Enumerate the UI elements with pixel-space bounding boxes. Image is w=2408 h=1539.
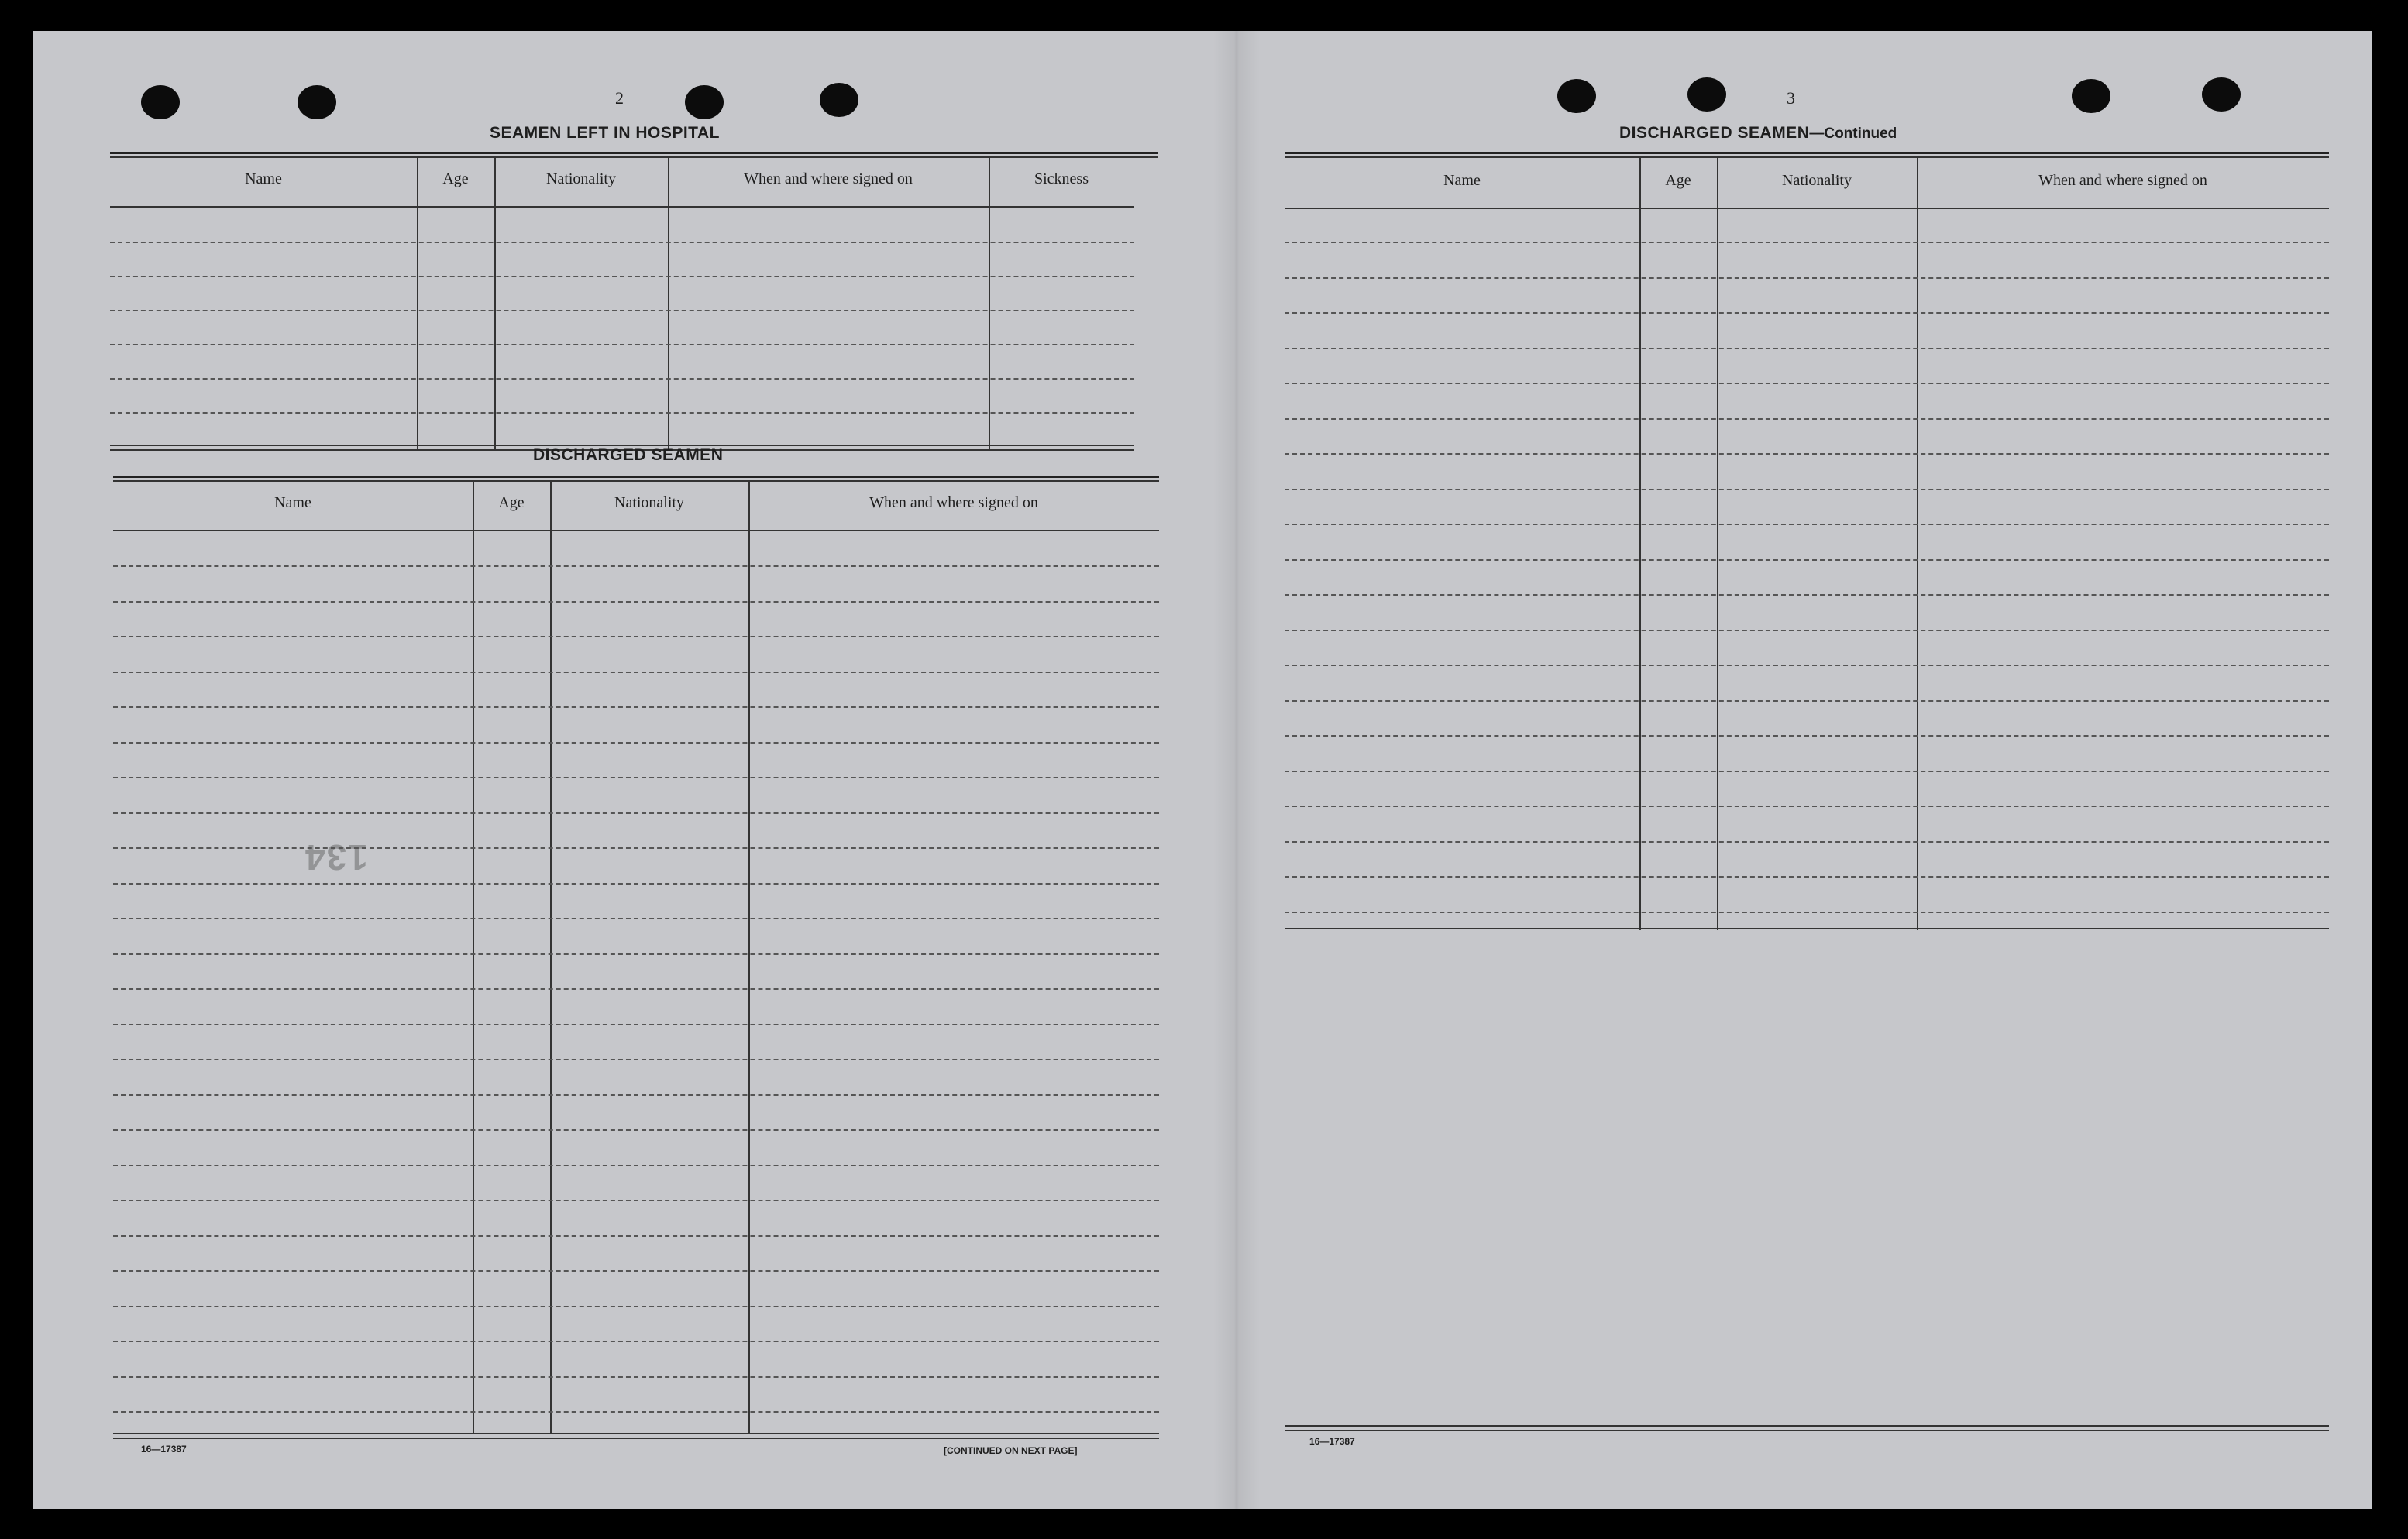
bleed-through-number: 134 bbox=[304, 837, 368, 878]
header-underline bbox=[1285, 208, 2329, 209]
heading-rule bbox=[110, 156, 1158, 158]
row-line bbox=[113, 1094, 1159, 1096]
column-header-sickness: Sickness bbox=[1034, 170, 1089, 187]
column-divider bbox=[494, 157, 496, 450]
row-line bbox=[1285, 312, 2329, 314]
row-line bbox=[113, 847, 1159, 849]
column-header-name: Name bbox=[274, 494, 311, 511]
row-line bbox=[113, 777, 1159, 778]
section-heading-hospital: SEAMEN LEFT IN HOSPITAL bbox=[490, 124, 720, 142]
row-line bbox=[1285, 912, 2329, 913]
table-bottom-rule bbox=[113, 1433, 1159, 1434]
row-line bbox=[113, 1129, 1159, 1131]
row-line bbox=[1285, 524, 2329, 525]
column-divider bbox=[473, 481, 474, 1434]
row-line bbox=[1285, 700, 2329, 702]
table-bottom-rule bbox=[1285, 1430, 2329, 1431]
heading-continued: —Continued bbox=[1809, 125, 1897, 142]
column-header-signed-on: When and where signed on bbox=[2038, 172, 2207, 189]
column-divider bbox=[417, 157, 418, 450]
row-line bbox=[1285, 383, 2329, 384]
row-line bbox=[1285, 418, 2329, 420]
row-line bbox=[113, 706, 1159, 708]
row-line bbox=[113, 672, 1159, 673]
row-line bbox=[1285, 841, 2329, 843]
row-line bbox=[1285, 594, 2329, 596]
column-header-signed-on: When and where signed on bbox=[744, 170, 913, 187]
row-line bbox=[1285, 735, 2329, 737]
column-header-age: Age bbox=[1665, 172, 1691, 189]
row-line bbox=[113, 812, 1159, 814]
page-number: 2 bbox=[615, 88, 624, 108]
punch-hole bbox=[2202, 77, 2241, 112]
row-line bbox=[113, 1165, 1159, 1166]
heading-rule bbox=[113, 476, 1159, 478]
column-divider bbox=[989, 157, 990, 450]
row-line bbox=[110, 344, 1134, 345]
row-line bbox=[113, 988, 1159, 990]
header-underline bbox=[110, 206, 1134, 208]
row-line bbox=[113, 1235, 1159, 1237]
row-line bbox=[110, 276, 1134, 277]
column-header-nationality: Nationality bbox=[614, 494, 684, 511]
column-header-age: Age bbox=[442, 170, 469, 187]
punch-hole bbox=[1557, 79, 1596, 113]
section-heading-discharged: DISCHARGED SEAMEN bbox=[533, 446, 724, 464]
row-line bbox=[113, 636, 1159, 637]
row-line bbox=[1285, 348, 2329, 349]
punch-hole bbox=[141, 85, 180, 119]
row-line bbox=[110, 412, 1134, 414]
table-bottom-rule bbox=[1285, 928, 2329, 929]
punch-hole bbox=[1687, 77, 1726, 112]
form-number: 16—17387 bbox=[141, 1444, 187, 1455]
row-line bbox=[1285, 453, 2329, 455]
row-line bbox=[1285, 277, 2329, 279]
column-header-name: Name bbox=[245, 170, 282, 187]
punch-hole bbox=[685, 85, 724, 119]
table-bottom-rule bbox=[1285, 1425, 2329, 1427]
heading-main: DISCHARGED SEAMEN bbox=[1619, 124, 1810, 142]
row-line bbox=[1285, 876, 2329, 878]
row-line bbox=[113, 565, 1159, 567]
column-divider bbox=[668, 157, 669, 450]
header-underline bbox=[113, 530, 1159, 531]
row-line bbox=[1285, 665, 2329, 666]
row-line bbox=[113, 1059, 1159, 1060]
row-line bbox=[113, 1306, 1159, 1307]
row-line bbox=[1285, 630, 2329, 631]
column-divider bbox=[1717, 157, 1718, 930]
row-line bbox=[113, 953, 1159, 955]
column-header-age: Age bbox=[498, 494, 525, 511]
punch-hole bbox=[820, 83, 858, 117]
document-sheet bbox=[33, 31, 2372, 1509]
punch-hole bbox=[2072, 79, 2110, 113]
row-line bbox=[113, 883, 1159, 885]
column-divider bbox=[748, 481, 750, 1434]
column-divider bbox=[550, 481, 552, 1434]
form-number: 16—17387 bbox=[1309, 1436, 1355, 1447]
row-line bbox=[113, 918, 1159, 919]
heading-rule bbox=[113, 480, 1159, 482]
row-line bbox=[110, 378, 1134, 380]
heading-rule bbox=[1285, 156, 2329, 158]
column-header-signed-on: When and where signed on bbox=[869, 494, 1038, 511]
heading-rule bbox=[1285, 152, 2329, 154]
table-bottom-rule bbox=[113, 1438, 1159, 1439]
heading-rule bbox=[110, 152, 1158, 154]
row-line bbox=[1285, 489, 2329, 490]
row-line bbox=[110, 310, 1134, 311]
section-heading-discharged-continued bbox=[1619, 124, 1897, 143]
row-line bbox=[1285, 771, 2329, 772]
row-line bbox=[113, 1376, 1159, 1378]
row-line bbox=[1285, 559, 2329, 561]
row-line bbox=[113, 1024, 1159, 1025]
page-fold bbox=[1213, 31, 1260, 1509]
row-line bbox=[113, 601, 1159, 603]
column-header-nationality: Nationality bbox=[1782, 172, 1852, 189]
row-line bbox=[113, 742, 1159, 744]
column-header-name: Name bbox=[1443, 172, 1481, 189]
row-line bbox=[113, 1341, 1159, 1342]
column-divider bbox=[1917, 157, 1918, 930]
punch-hole bbox=[298, 85, 336, 119]
continued-note: [CONTINUED ON NEXT PAGE] bbox=[944, 1445, 1078, 1456]
row-line bbox=[1285, 242, 2329, 243]
row-line bbox=[113, 1270, 1159, 1272]
row-line bbox=[110, 242, 1134, 243]
column-header-nationality: Nationality bbox=[546, 170, 616, 187]
row-line bbox=[113, 1200, 1159, 1201]
page-number: 3 bbox=[1787, 88, 1795, 108]
column-divider bbox=[1639, 157, 1641, 930]
row-line bbox=[113, 1411, 1159, 1413]
row-line bbox=[1285, 806, 2329, 807]
